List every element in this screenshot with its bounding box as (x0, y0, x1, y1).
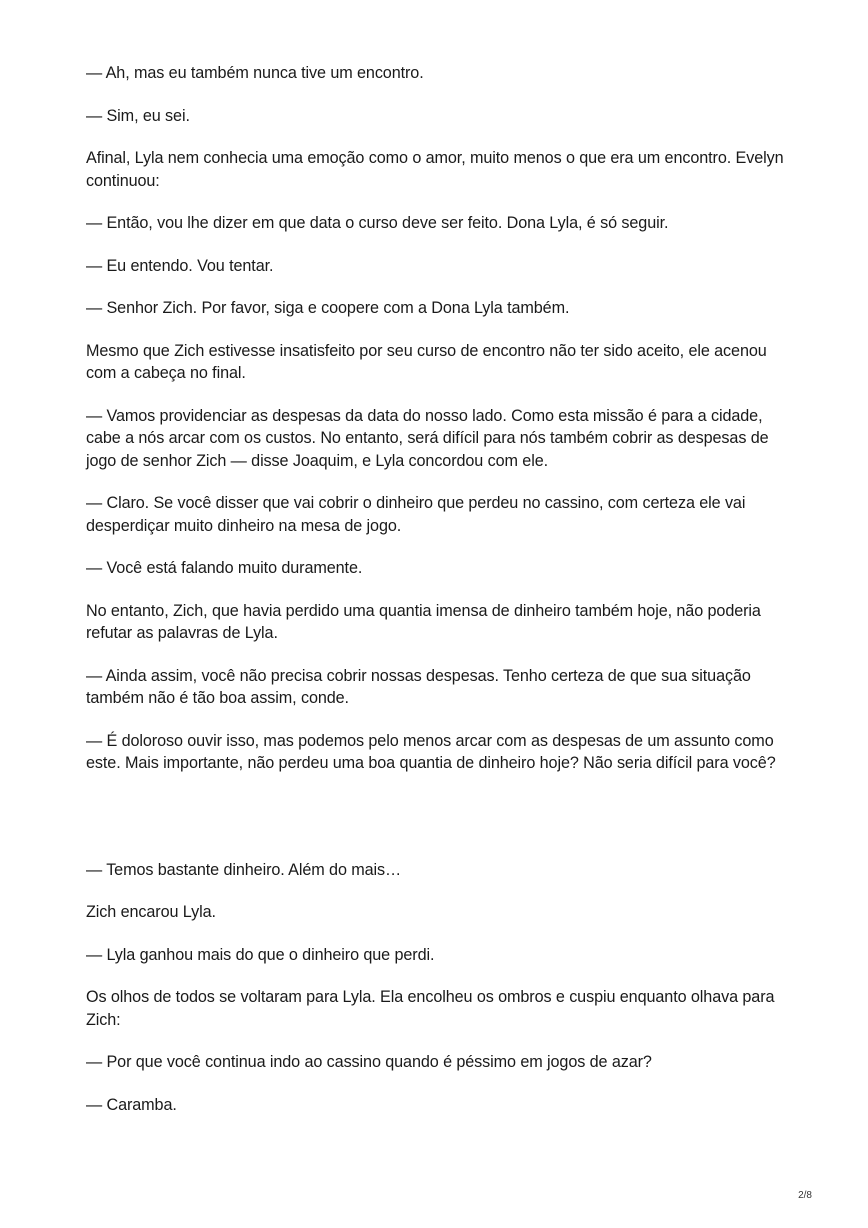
section-gap (86, 795, 786, 859)
paragraph: — Temos bastante dinheiro. Além do mais… (86, 860, 402, 879)
paragraph: — Vamos providenciar as despesas da data do nosso lado. Como esta missão é para a cidade, cabe a nós arcar com os custos. No entanto, será difícil para nós também cobrir as despesas de jogo de senhor Zich — disse Joaquim, e Lyla concordou com ele. (86, 406, 769, 470)
paragraph: — Caramba. (86, 1095, 177, 1114)
page-number: 2/8 (798, 1190, 812, 1201)
paragraph: No entanto, Zich, que havia perdido uma quantia imensa de dinheiro também hoje, não poderia refutar as palavras de Lyla. (86, 601, 761, 642)
paragraph: Afinal, Lyla nem conhecia uma emoção como o amor, muito menos o que era um encontro. Evelyn continuou: (86, 149, 784, 190)
paragraph: Zich encarou Lyla. (86, 903, 216, 921)
paragraph: — Lyla ganhou mais do que o dinheiro que perdi. (86, 945, 435, 964)
document-page (86, 62, 786, 1136)
paragraph: — Por que você continua indo ao cassino quando é péssimo em jogos de azar? (86, 1053, 652, 1071)
paragraph: — Eu entendo. Vou tentar. (86, 256, 274, 275)
paragraph: — Ah, mas eu também nunca tive um encontro. (86, 64, 424, 82)
paragraph: — Ainda assim, você não precisa cobrir nossas despesas. Tenho certeza de que sua situação também não é tão boa assim, conde. (86, 666, 751, 707)
paragraph: — Claro. Se você disser que vai cobrir o dinheiro que perdeu no cassino, com certeza ele vai desperdiçar muito dinheiro na mesa de jogo. (86, 494, 746, 535)
paragraph: — É doloroso ouvir isso, mas podemos pelo menos arcar com as despesas de um assunto como este. Mais importante, não perdeu uma boa quantia de dinheiro hoje? Não seria difícil para você? (86, 731, 776, 772)
paragraph: Mesmo que Zich estivesse insatisfeito por seu curso de encontro não ter sido aceito, ele acenou com a cabeça no final. (86, 341, 767, 382)
paragraph: — Senhor Zich. Por favor, siga e coopere com a Dona Lyla também. (86, 299, 570, 317)
paragraph: — Sim, eu sei. (86, 106, 190, 125)
paragraph: — Você está falando muito duramente. (86, 559, 363, 577)
paragraph: Os olhos de todos se voltaram para Lyla. Ela encolheu os ombros e cuspiu enquanto olhava para Zich: (86, 988, 775, 1029)
paragraph: — Então, vou lhe dizer em que data o curso deve ser feito. Dona Lyla, é só seguir. (86, 214, 669, 232)
